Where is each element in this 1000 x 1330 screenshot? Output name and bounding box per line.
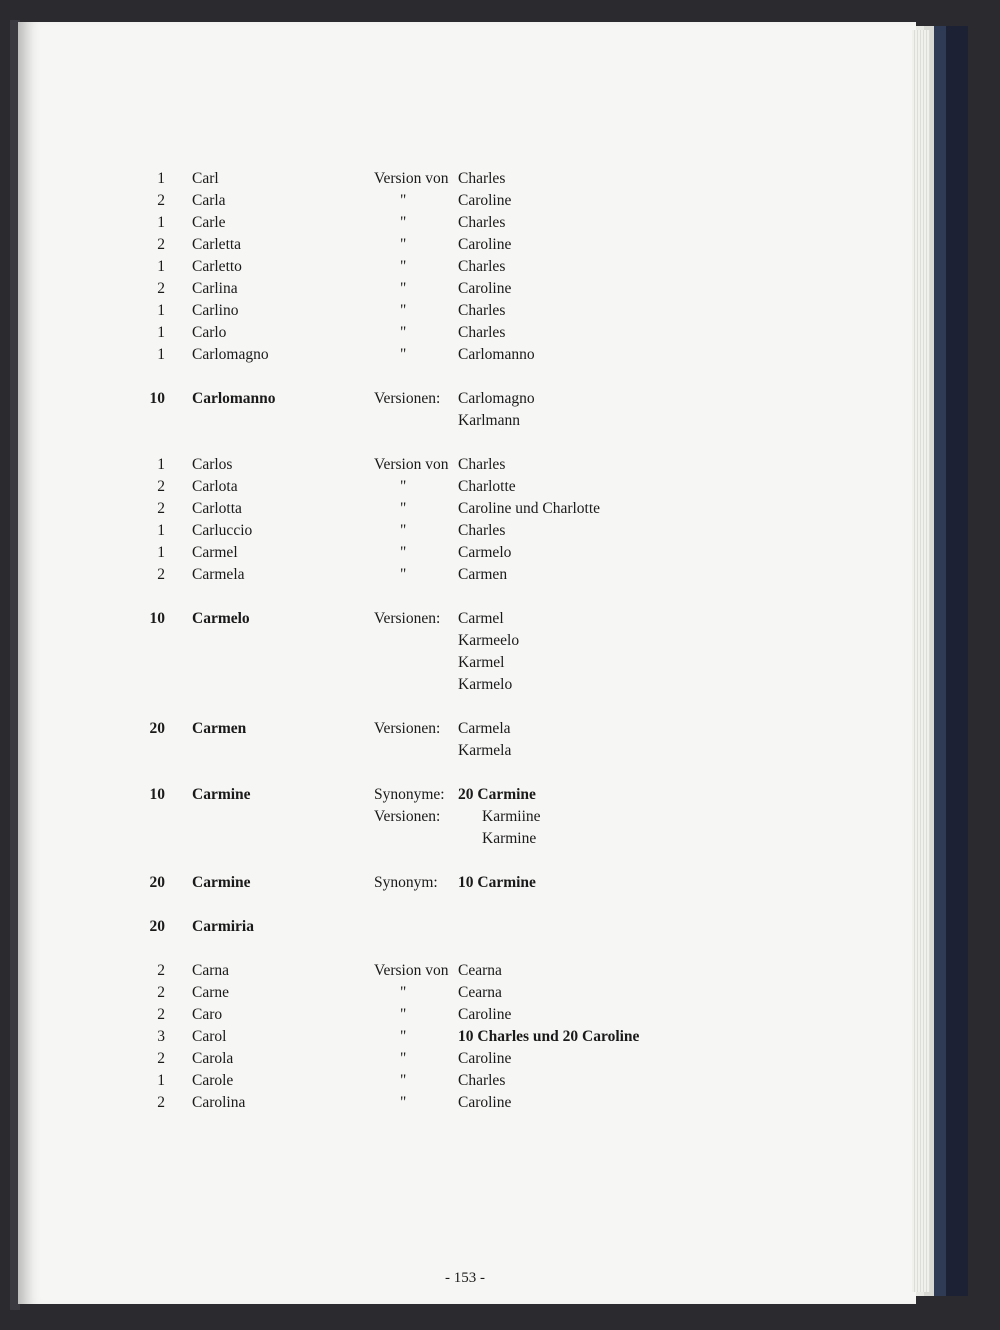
entry-name: Carlomanno xyxy=(192,390,276,407)
entry-row xyxy=(0,610,900,632)
entry-row xyxy=(0,456,900,478)
entry-value: Charles xyxy=(458,324,506,341)
entry-name: Carmiria xyxy=(192,918,254,935)
entry-label: Version von xyxy=(374,170,449,187)
entry-frequency: 1 xyxy=(157,346,165,363)
ditto-mark: " xyxy=(400,1050,407,1067)
entry-value: Carmel xyxy=(458,610,504,627)
entry-row xyxy=(0,170,900,192)
entry-value: Karmine xyxy=(482,830,537,847)
entry-value: Carmelo xyxy=(458,544,512,561)
entry-row xyxy=(0,632,900,654)
entry-row xyxy=(0,918,900,940)
entry-row xyxy=(0,1028,900,1050)
entry-row xyxy=(0,390,900,412)
entry-name: Carlomagno xyxy=(192,346,269,363)
entry-name: Carol xyxy=(192,1028,227,1045)
entry-frequency: 2 xyxy=(157,192,165,209)
entry-name: Carle xyxy=(192,214,226,231)
entry-name: Carmine xyxy=(192,874,251,891)
entry-frequency: 2 xyxy=(157,566,165,583)
entry-row xyxy=(0,302,900,324)
entry-frequency: 1 xyxy=(157,544,165,561)
ditto-mark: " xyxy=(400,192,407,209)
entry-row xyxy=(0,1050,900,1072)
entry-name: Carole xyxy=(192,1072,234,1089)
entry-frequency: 1 xyxy=(157,170,165,187)
entry-name: Carlotta xyxy=(192,500,242,517)
entry-value: Carmen xyxy=(458,566,508,583)
entry-value: 20 Carmine xyxy=(458,786,536,803)
entry-name: Carola xyxy=(192,1050,234,1067)
entry-frequency: 10 xyxy=(149,610,165,627)
entry-row xyxy=(0,742,900,764)
entry-row xyxy=(0,544,900,566)
entry-name: Carmel xyxy=(192,544,238,561)
ditto-mark: " xyxy=(400,544,407,561)
entry-frequency: 2 xyxy=(157,500,165,517)
entry-value: Caroline xyxy=(458,1050,512,1067)
ditto-mark: " xyxy=(400,1094,407,1111)
entry-name: Carmelo xyxy=(192,610,250,627)
entry-value: Karmiine xyxy=(482,808,541,825)
entry-frequency: 1 xyxy=(157,522,165,539)
entry-name: Carlota xyxy=(192,478,238,495)
ditto-mark: " xyxy=(400,346,407,363)
entry-frequency: 2 xyxy=(157,1094,165,1111)
entry-row xyxy=(0,280,900,302)
entry-label: Versionen: xyxy=(374,610,441,627)
entry-row xyxy=(0,984,900,1006)
entry-value: Carlomagno xyxy=(458,390,535,407)
entry-label: Versionen: xyxy=(374,808,441,825)
entry-value: Cearna xyxy=(458,962,502,979)
ditto-mark: " xyxy=(400,478,407,495)
entry-label: Synonyme: xyxy=(374,786,445,803)
entry-frequency: 2 xyxy=(157,236,165,253)
entry-frequency: 2 xyxy=(157,962,165,979)
entry-frequency: 2 xyxy=(157,280,165,297)
entry-row xyxy=(0,258,900,280)
page-number: - 153 - xyxy=(445,1270,485,1286)
entry-value: 10 Charles und 20 Caroline xyxy=(458,1028,640,1045)
entry-row xyxy=(0,412,900,434)
entry-value: Caroline und Charlotte xyxy=(458,500,601,517)
entry-frequency: 3 xyxy=(157,1028,165,1045)
entry-row xyxy=(0,962,900,984)
entry-name: Carmen xyxy=(192,720,247,737)
entry-name: Carlos xyxy=(192,456,233,473)
ditto-mark: " xyxy=(400,280,407,297)
entry-label: Synonym: xyxy=(374,874,438,891)
entry-row xyxy=(0,654,900,676)
entry-name: Carlino xyxy=(192,302,239,319)
entry-frequency: 1 xyxy=(157,214,165,231)
entry-value: Charles xyxy=(458,1072,506,1089)
entry-value: Karlmann xyxy=(458,412,520,429)
entry-value: Charles xyxy=(458,456,506,473)
ditto-mark: " xyxy=(400,984,407,1001)
entry-name: Carletta xyxy=(192,236,242,253)
ditto-mark: " xyxy=(400,1028,407,1045)
entry-name: Carmine xyxy=(192,786,251,803)
entry-row xyxy=(0,720,900,742)
entry-frequency: 20 xyxy=(149,918,165,935)
entry-value: Charles xyxy=(458,214,506,231)
entry-frequency: 2 xyxy=(157,1006,165,1023)
entry-value: Charles xyxy=(458,522,506,539)
entry-value: Charles xyxy=(458,170,506,187)
entry-value: Caroline xyxy=(458,280,512,297)
entry-label: Versionen: xyxy=(374,720,441,737)
entry-name: Carlina xyxy=(192,280,238,297)
entry-frequency: 1 xyxy=(157,1072,165,1089)
ditto-mark: " xyxy=(400,522,407,539)
entry-row xyxy=(0,478,900,500)
entry-row xyxy=(0,236,900,258)
entry-name: Carne xyxy=(192,984,230,1001)
entry-label: Version von xyxy=(374,962,449,979)
entry-value: 10 Carmine xyxy=(458,874,536,891)
entry-name: Caro xyxy=(192,1006,223,1023)
ditto-mark: " xyxy=(400,258,407,275)
ditto-mark: " xyxy=(400,566,407,583)
entry-value: Karmeelo xyxy=(458,632,520,649)
entry-value: Caroline xyxy=(458,1006,512,1023)
entry-row xyxy=(0,214,900,236)
entry-value: Karmel xyxy=(458,654,505,671)
entry-value: Carlomanno xyxy=(458,346,535,363)
entry-label: Version von xyxy=(374,456,449,473)
entry-frequency: 20 xyxy=(149,720,165,737)
entry-value: Caroline xyxy=(458,192,512,209)
entry-name: Carna xyxy=(192,962,230,979)
entry-value: Caroline xyxy=(458,236,512,253)
entry-value: Charlotte xyxy=(458,478,516,495)
entry-frequency: 2 xyxy=(157,1050,165,1067)
entry-row xyxy=(0,324,900,346)
entry-name: Carluccio xyxy=(192,522,253,539)
ditto-mark: " xyxy=(400,1006,407,1023)
entry-row xyxy=(0,346,900,368)
entry-row xyxy=(0,522,900,544)
entry-frequency: 1 xyxy=(157,302,165,319)
entry-frequency: 2 xyxy=(157,478,165,495)
entry-row xyxy=(0,808,900,830)
ditto-mark: " xyxy=(400,500,407,517)
entry-row xyxy=(0,192,900,214)
entry-name: Carl xyxy=(192,170,219,187)
ditto-mark: " xyxy=(400,214,407,231)
entry-frequency: 2 xyxy=(157,984,165,1001)
entry-value: Karmela xyxy=(458,742,512,759)
page-stack-edge xyxy=(912,30,930,1292)
entry-name: Carla xyxy=(192,192,226,209)
entry-name: Carolina xyxy=(192,1094,246,1111)
entry-name: Carletto xyxy=(192,258,242,275)
entry-frequency: 20 xyxy=(149,874,165,891)
entry-row xyxy=(0,1006,900,1028)
entry-label: Versionen: xyxy=(374,390,441,407)
entry-frequency: 1 xyxy=(157,456,165,473)
entry-name: Carlo xyxy=(192,324,227,341)
entry-row xyxy=(0,786,900,808)
entry-value: Cearna xyxy=(458,984,502,1001)
entry-row xyxy=(0,500,900,522)
ditto-mark: " xyxy=(400,1072,407,1089)
entry-row xyxy=(0,566,900,588)
ditto-mark: " xyxy=(400,302,407,319)
entry-frequency: 10 xyxy=(149,390,165,407)
entry-frequency: 1 xyxy=(157,258,165,275)
entry-value: Karmelo xyxy=(458,676,513,693)
ditto-mark: " xyxy=(400,236,407,253)
entry-value: Charles xyxy=(458,302,506,319)
entry-frequency: 1 xyxy=(157,324,165,341)
entry-row xyxy=(0,1094,900,1116)
entry-value: Caroline xyxy=(458,1094,512,1111)
entry-value: Carmela xyxy=(458,720,511,737)
entry-frequency: 10 xyxy=(149,786,165,803)
entry-row xyxy=(0,1072,900,1094)
entry-value: Charles xyxy=(458,258,506,275)
entry-name: Carmela xyxy=(192,566,245,583)
entry-row xyxy=(0,874,900,896)
entry-row xyxy=(0,676,900,698)
entry-row xyxy=(0,830,900,852)
ditto-mark: " xyxy=(400,324,407,341)
